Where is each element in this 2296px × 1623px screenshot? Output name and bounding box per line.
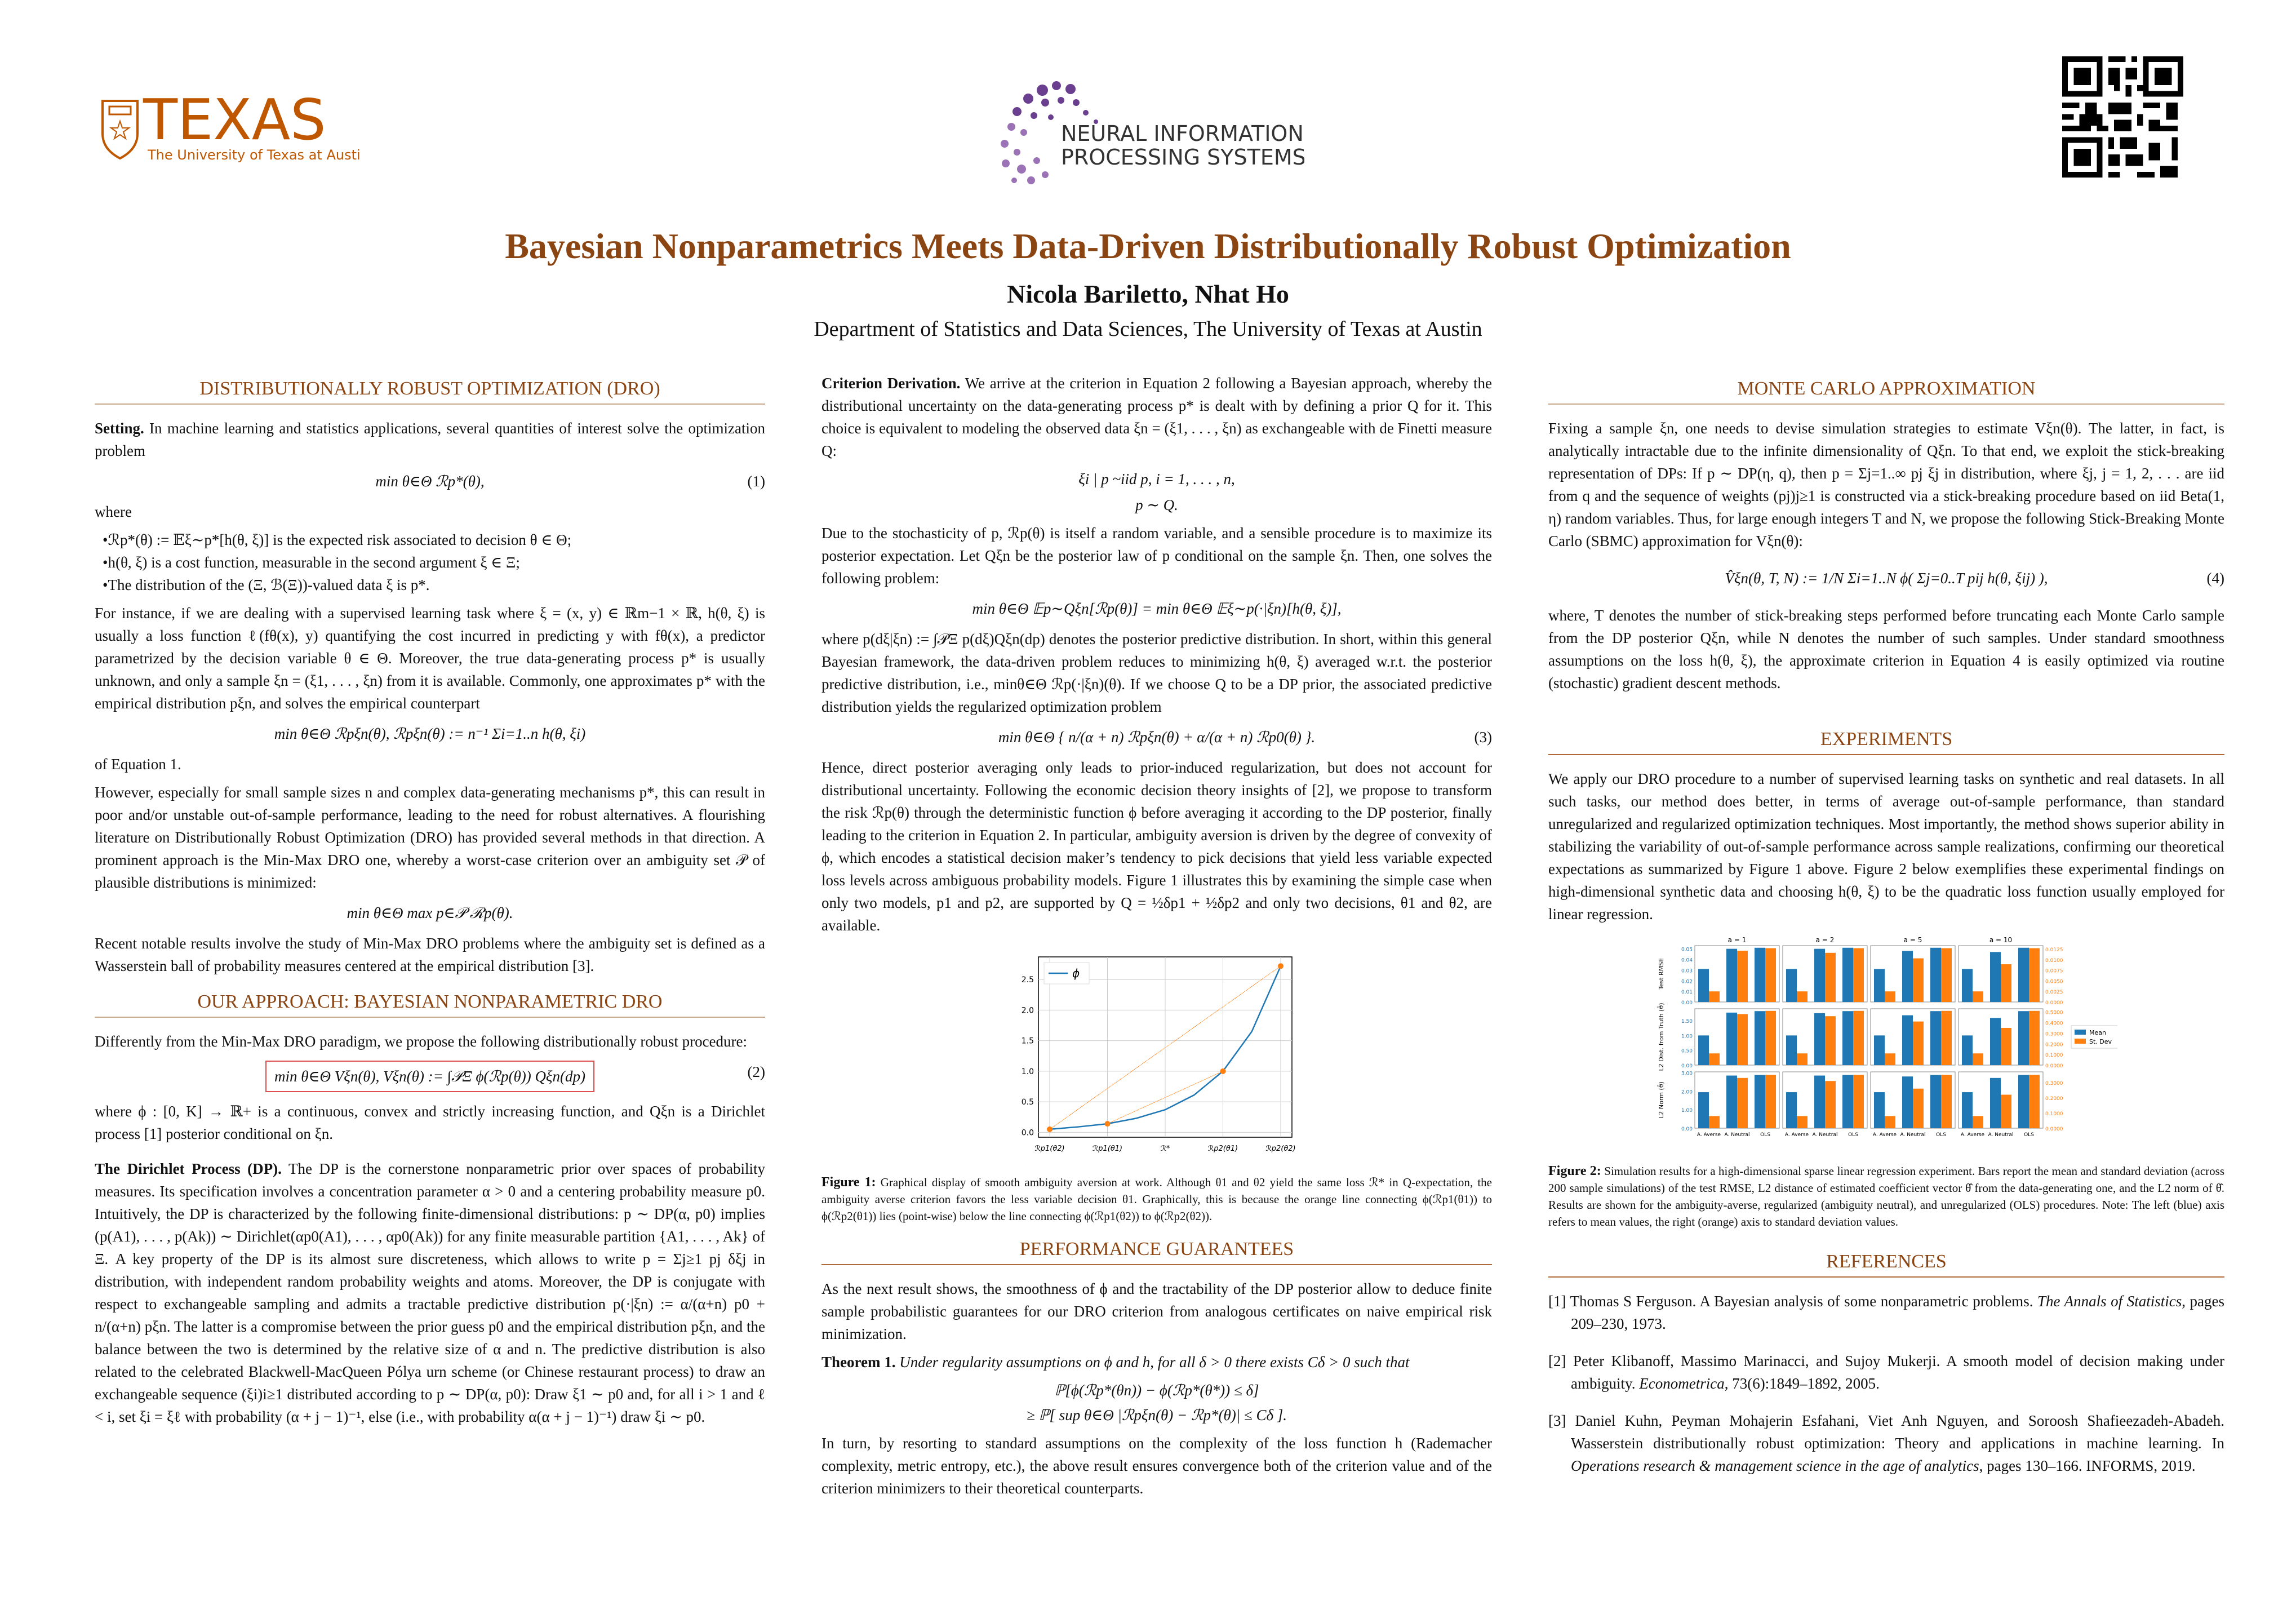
bar-mean bbox=[1726, 1076, 1737, 1128]
bar-sd bbox=[1765, 1075, 1776, 1128]
right-tick-label: 0.0050 bbox=[2045, 979, 2063, 985]
equation-2-number: (2) bbox=[747, 1063, 765, 1080]
definitions-list bbox=[103, 529, 765, 596]
figure-2-caption bbox=[1548, 1163, 2224, 1230]
bar-sd bbox=[1853, 1075, 1864, 1128]
bar-sd bbox=[2029, 1011, 2040, 1065]
bar-sd bbox=[2001, 1028, 2011, 1065]
bar-mean bbox=[1842, 948, 1853, 1002]
inturn-paragraph: In turn, by resorting to standard assumptions on the complexity of the loss function h (Rademacher complexity, metric entropy, etc.), the above result ensures convergence both of the criterion value and of the criterion minimizers to their theoretical counterparts. bbox=[821, 1435, 1492, 1497]
equation-3-body: min θ∈Θ { n/(α + n) ℛpξn(θ) + α/(α + n) ℛp0(θ) }. bbox=[998, 729, 1316, 746]
equation-4-body: V̂ξn(θ, T, N) := 1/N Σi=1..N ϕ( Σj=0..T pij h(θ, ξij) ), bbox=[1725, 570, 2048, 587]
bar-sd bbox=[1941, 948, 1952, 1002]
x-tick-label: OLS bbox=[2024, 1132, 2034, 1138]
bar-sd bbox=[1797, 991, 1808, 1002]
data-point bbox=[1220, 1068, 1226, 1074]
left-tick-label: 0.05 bbox=[1681, 947, 1693, 953]
bar-sd bbox=[1797, 1053, 1808, 1065]
equation-minmax: min θ∈Θ max p∈𝒫 ℛp(θ). bbox=[347, 904, 513, 921]
figure-2-label: Figure 2: bbox=[1548, 1164, 1601, 1178]
figure-2-caption-text: Simulation results for a high-dimensional sparse linear regression experiment. Bars report the mean and standard deviation (across 200 sample simulations) of the test RMSE, L2 distance of estimated coefficient vector θ̂ from the data-generating one, and the L2 norm of θ̂. Results are shown for the ambiguity-averse, regularized (ambiguity neutral), and unregularized (OLS) procedures. Note: The left (blue) axis refers to mean values, the right (orange) axis to standard deviation values. bbox=[1548, 1164, 2225, 1229]
dp-paragraph bbox=[95, 1158, 765, 1428]
bar-mean bbox=[1962, 1092, 1973, 1128]
performance-paragraph: As the next result shows, the smoothness of ϕ and the tractability of the DP posterior allow to deduce finite sample probabilistic guarantees for our DRO criterion from analogous certificates on naive empirical risk minimization. bbox=[821, 1280, 1492, 1342]
figure-1-svg bbox=[999, 946, 1314, 1165]
bar-sd bbox=[1973, 1053, 1983, 1065]
left-tick-label: 0.01 bbox=[1681, 990, 1693, 996]
however-paragraph: However, especially for small sample sizes n and complex data-generating mechanisms p*, this can result in poor and/or unstable out-of-sample performance, leading to the need for robust alternatives. A flourishing literature on Distributionally Robust Optimization (DRO) has provided several methods in that direction. A prominent approach is the Min-Max DRO one, whereby a worst-case criterion over an ambiguity set 𝒫 of plausible distributions is minimized: bbox=[95, 784, 765, 891]
bar-mean bbox=[1962, 969, 1973, 1002]
bar-mean bbox=[1874, 1092, 1885, 1128]
setting-paragraph bbox=[95, 417, 765, 462]
bar-sd bbox=[1941, 1011, 1952, 1065]
column-right bbox=[1548, 372, 2224, 1492]
hence-paragraph: Hence, direct posterior averaging only leads to prior-induced regularization, but does not account for distributional uncertainty. Following the economic decision theory insights of [2], we propose to transform the risk ℛp(θ) through the deterministic function ϕ before averaging it according to the DP posterior, finally leading to the criterion in Equation 2. In particular, ambiguity aversion is driven by the degree of convexity of ϕ, which encodes a statistical decision maker’s tendency to pick decisions that yield less variable expected loss levels across ambiguous probability models. Figure 1 illustrates this by examining the simple case when only two models, p1 and p2, are supported by Q = ½δp1 + ½δp2 and only two decisions, θ1 and θ2, are available. bbox=[821, 759, 1492, 934]
x-tick-label: A. Neutral bbox=[1900, 1132, 1926, 1138]
x-tick-label: A. Averse bbox=[1784, 1132, 1809, 1138]
legend-label-sd: St. Dev bbox=[2089, 1038, 2112, 1045]
bar-mean bbox=[1786, 1092, 1797, 1128]
right-tick-label: 0.0000 bbox=[2045, 1127, 2063, 1132]
logo-line2: PROCESSING SYSTEMS bbox=[1061, 145, 1304, 170]
right-tick-label: 0.1000 bbox=[2045, 1053, 2063, 1059]
poster-title: Bayesian Nonparametrics Meets Data-Driven Distributionally Robust Optimization bbox=[505, 226, 1791, 266]
criterion-text: We arrive at the criterion in Equation 2 following a Bayesian approach, whereby the distributional uncertainty on the data-generating process p* is dealt with by defining a prior Q for it. This choice is equivalent to modeling the observed data ξn = (ξ1, . . . , ξn) as exchangeable with de Finetti measure Q: bbox=[821, 375, 1493, 459]
y-tick-label: 1.5 bbox=[1021, 1036, 1034, 1046]
theorem-equation-2: ≥ ℙ[ sup θ∈Θ |ℛpξn(θ) − ℛp*(θ)| ≤ Cδ ]. bbox=[1026, 1407, 1287, 1424]
reference-venue: Econometrica bbox=[1639, 1375, 1725, 1392]
left-tick-label: 0.50 bbox=[1681, 1048, 1693, 1054]
reference-venue: The Annals of Statistics bbox=[2037, 1293, 2182, 1310]
bar-sd bbox=[1825, 953, 1836, 1002]
bar-mean bbox=[2018, 948, 2029, 1002]
bar-sd bbox=[1853, 1011, 1864, 1065]
bar-sd bbox=[1973, 1116, 1983, 1128]
reference-text: Peter Klibanoff, Massimo Marinacci, and Sujoy Mukerji. A smooth model of decision making under ambiguity. bbox=[1571, 1353, 2225, 1392]
bar-sd bbox=[2029, 948, 2040, 1002]
logo-wordmark: TEXAS bbox=[143, 93, 326, 153]
bar-sd bbox=[1913, 959, 1924, 1002]
equation-iid-1: ξi | p ~iid p, i = 1, . . . , n, bbox=[1078, 471, 1235, 487]
bar-mean bbox=[1902, 1016, 1913, 1065]
bar-mean bbox=[1698, 969, 1709, 1002]
bar-mean bbox=[1698, 1092, 1709, 1128]
bar-sd bbox=[1825, 1081, 1836, 1128]
figure-2-svg bbox=[1655, 933, 2117, 1153]
bar-sd bbox=[1709, 1053, 1720, 1065]
x-tick-label: ℛp2(θ2) bbox=[1265, 1145, 1296, 1153]
x-tick-label: OLS bbox=[1936, 1132, 1946, 1138]
row-axis-label: L2 Norm (θ̂) bbox=[1658, 1081, 1665, 1119]
bar-mean bbox=[1930, 1075, 1941, 1128]
row-axis-label: Test RMSE bbox=[1658, 957, 1665, 990]
bar-mean bbox=[1842, 1011, 1853, 1065]
bar-mean bbox=[1755, 948, 1765, 1002]
bar-mean bbox=[2018, 1075, 2029, 1128]
left-tick-label: 0.00 bbox=[1681, 1063, 1693, 1069]
equation-3-number: (3) bbox=[1474, 729, 1492, 746]
poster-affiliation: Department of Statistics and Data Sciences, The University of Texas at Austin bbox=[814, 317, 1482, 341]
bar-mean bbox=[1962, 1035, 1973, 1065]
bar-mean bbox=[1814, 1013, 1825, 1065]
right-tick-label: 0.0100 bbox=[2045, 957, 2063, 964]
x-tick-label: ℛp1(θ2) bbox=[1034, 1145, 1065, 1153]
bar-mean bbox=[1726, 1013, 1737, 1065]
instance-paragraph: For instance, if we are dealing with a supervised learning task where ξ = (x, y) ∈ ℝm−1 × ℝ, h(θ, ξ) is usually a loss function ℓ(fθ(x), y) quantifying the cost incurred in predicting y with fθ(x), a predictor parametrized by the decision variable θ ∈ Θ. Moreover, the true data-generating process p* is usually unknown, and only a sample ξn = (ξ1, . . . , ξn) from it is available. Commonly, one approximates p* with the empirical distribution pξn, and solves the empirical counterpart bbox=[95, 605, 765, 712]
data-point bbox=[1105, 1121, 1111, 1127]
left-tick-label: 0.04 bbox=[1681, 957, 1693, 964]
right-tick-label: 0.2000 bbox=[2045, 1096, 2063, 1102]
reference-item bbox=[1548, 1290, 2224, 1335]
bar-mean bbox=[1874, 1035, 1885, 1065]
data-point bbox=[1047, 1127, 1052, 1132]
row-axis-label: L2 Dist. from Truth (θ̂) bbox=[1658, 1003, 1665, 1071]
bar-mean bbox=[1930, 948, 1941, 1002]
logo-subtitle: The University of Texas at Austin bbox=[148, 147, 361, 163]
criterion-lead: Criterion Derivation. bbox=[821, 375, 961, 392]
bar-sd bbox=[1709, 1116, 1720, 1128]
right-tick-label: 0.0125 bbox=[2045, 947, 2063, 954]
section-heading-dro: DISTRIBUTIONALLY ROBUST OPTIMIZATION (DRO) bbox=[199, 378, 660, 399]
bar-sd bbox=[1797, 1116, 1808, 1128]
bar-mean bbox=[1814, 1076, 1825, 1128]
where-phi-paragraph: where ϕ : [0, K] → ℝ+ is a continuous, convex and strictly increasing function, and Qξn is a Dirichlet process [1] posterior conditional on ξn. bbox=[95, 1103, 765, 1142]
left-tick-label: 3.00 bbox=[1681, 1071, 1693, 1077]
approach-paragraph: Differently from the Min-Max DRO paradigm, we propose the following distributionally robust procedure: bbox=[95, 1033, 748, 1050]
references-list bbox=[1548, 1290, 2224, 1477]
left-tick-label: 1.00 bbox=[1681, 1034, 1693, 1040]
x-tick-label: A. Neutral bbox=[1812, 1132, 1838, 1138]
bar-sd bbox=[2029, 1075, 2040, 1128]
right-tick-label: 0.3000 bbox=[2045, 1031, 2063, 1037]
x-tick-label: ℛ* bbox=[1160, 1145, 1170, 1153]
section-heading-performance: PERFORMANCE GUARANTEES bbox=[1019, 1239, 1294, 1260]
bar-sd bbox=[1973, 991, 1983, 1002]
bar-sd bbox=[1941, 1075, 1952, 1128]
figure-1-chart bbox=[821, 946, 1492, 1172]
y-tick-label: 0.5 bbox=[1021, 1098, 1034, 1107]
of-equation-text: of Equation 1. bbox=[95, 756, 181, 773]
experiments-paragraph: We apply our DRO procedure to a number of supervised learning tasks on synthetic and real datasets. In all such tasks, our method does better, in terms of average out-of-sample performance, than standard unregularized and regularized optimization techniques. Most importantly, the method shows superior ability in stabilizing the variability of out-of-sample performance across sample realizations, confirming our theoretical expectations as summarized by Figure 1 above. Figure 2 below exemplifies these experimental findings on high-dimensional synthetic data and choosing h(θ, ξ) to be the quadratic loss function usually employed for linear regression. bbox=[1548, 770, 2224, 923]
right-tick-label: 0.1000 bbox=[2045, 1111, 2063, 1117]
bar-sd bbox=[1885, 991, 1895, 1002]
x-tick-label: OLS bbox=[1760, 1132, 1770, 1138]
equation-3 bbox=[821, 726, 1492, 748]
figure-1-caption bbox=[821, 1174, 1492, 1225]
equation-1-body: min θ∈Θ ℛp*(θ), bbox=[375, 473, 485, 490]
reference-number: [2] bbox=[1548, 1353, 1566, 1369]
list-item: • The distribution of the (Ξ, ℬ(Ξ))-valued data ξ is p*. bbox=[103, 574, 765, 596]
y-tick-label: 1.0 bbox=[1021, 1067, 1034, 1076]
poster-authors: Nicola Bariletto, Nhat Ho bbox=[1007, 280, 1289, 308]
equation-1-number: (1) bbox=[747, 473, 765, 490]
section-divider bbox=[821, 1264, 1492, 1265]
bar-sd bbox=[1709, 991, 1720, 1002]
legend-swatch-sd bbox=[2075, 1039, 2086, 1044]
right-tick-label: 0.4000 bbox=[2045, 1021, 2063, 1027]
right-tick-label: 0.0000 bbox=[2045, 1000, 2063, 1006]
reference-tail: , pages 209–230, 1973. bbox=[1571, 1293, 2225, 1332]
where-text: where bbox=[95, 503, 132, 520]
figure-1-label: Figure 1: bbox=[821, 1175, 876, 1190]
left-tick-label: 1.50 bbox=[1681, 1019, 1693, 1025]
theorem-paragraph bbox=[821, 1351, 1492, 1373]
legend-label: ϕ bbox=[1072, 966, 1080, 980]
reference-text: Thomas S Ferguson. A Bayesian analysis of some nonparametric problems. bbox=[1570, 1293, 2038, 1310]
setting-lead: Setting. bbox=[95, 420, 144, 437]
right-tick-label: 0.5000 bbox=[2045, 1010, 2063, 1016]
bar-mean bbox=[1842, 1075, 1853, 1128]
data-point bbox=[1278, 963, 1284, 969]
criterion-paragraph bbox=[821, 372, 1492, 462]
y-tick-label: 2.0 bbox=[1021, 1006, 1034, 1016]
setting-text: In machine learning and statistics applications, several quantities of interest solve the optimization problem bbox=[95, 420, 766, 459]
bar-mean bbox=[1930, 1011, 1941, 1065]
column-middle bbox=[821, 372, 1492, 1505]
section-divider bbox=[1548, 1276, 2224, 1278]
panel-title: a = 2 bbox=[1815, 936, 1835, 944]
x-tick-label: A. Averse bbox=[1960, 1132, 1985, 1138]
equation-empirical: min θ∈Θ ℛpξn(θ), ℛpξn(θ) := n⁻¹ Σi=1..n h(θ, ξi) bbox=[274, 725, 586, 742]
bar-sd bbox=[1825, 1016, 1836, 1065]
reference-tail: , 73(6):1849–1892, 2005. bbox=[1724, 1375, 1880, 1392]
bar-sd bbox=[1853, 948, 1864, 1002]
theorem-lead: Theorem 1. bbox=[821, 1354, 896, 1371]
equation-4 bbox=[1548, 567, 2224, 589]
right-tick-label: 0.0025 bbox=[2045, 990, 2063, 996]
ut-austin-logo bbox=[101, 93, 361, 169]
qr-code-icon[interactable] bbox=[2062, 56, 2183, 178]
x-tick-label: ℛp1(θ1) bbox=[1092, 1145, 1123, 1153]
section-divider bbox=[1548, 403, 2224, 405]
reference-venue: Operations research & management science in the age of analytics bbox=[1571, 1457, 1979, 1474]
monte-carlo-paragraph-2: where, T denotes the number of stick-breaking steps performed before truncating each Monte Carlo sample from the DP posterior Qξn, while N denotes the number of such samples. Under standard smoothness assumptions on the loss h(θ, ξ), the approximate criterion in Equation 4 is easily optimized via routine (stochastic) gradient descent methods. bbox=[1548, 607, 2224, 691]
x-tick-label: A. Averse bbox=[1872, 1132, 1897, 1138]
bar-mean bbox=[1990, 952, 2001, 1002]
reference-tail: , pages 130–166. INFORMS, 2019. bbox=[1979, 1457, 2196, 1474]
right-tick-label: 0.3000 bbox=[2045, 1080, 2063, 1087]
figure-1-caption-text: Graphical display of smooth ambiguity aversion at work. Although θ1 and θ2 yield the same loss ℛ* in Q-expectation, the ambiguity averse criterion favors the less variable decision θ1. Graphically, this is because the orange line connecting ϕ(ℛp1(θ1)) to ϕ(ℛp2(θ1)) lies (point-wise) below the line connecting ϕ(ℛp1(θ2)) to ϕ(ℛp2(θ2)). bbox=[821, 1176, 1492, 1223]
y-tick-label: 2.5 bbox=[1021, 975, 1034, 985]
legend-label-mean: Mean bbox=[2089, 1029, 2106, 1036]
equation-1 bbox=[95, 470, 765, 493]
left-tick-label: 1.00 bbox=[1681, 1108, 1693, 1114]
predictive-paragraph: where p(dξ|ξn) := ∫𝒫Ξ p(dξ)Qξn(dp) denotes the posterior predictive distribution. In short, within this general Bayesian framework, the data-driven problem reduces to minimizing h(θ, ξ) averaged w.r.t. the posterior predictive distribution, i.e., minθ∈Θ ℛp(·|ξn)(θ). If we choose Q to be a DP prior, the associated predictive distribution yields the regularized optimization problem bbox=[821, 631, 1492, 715]
x-tick-label: A. Neutral bbox=[1724, 1132, 1750, 1138]
panel-title: a = 10 bbox=[1989, 936, 2013, 944]
left-tick-label: 2.00 bbox=[1681, 1089, 1693, 1096]
reference-item bbox=[1548, 1350, 2224, 1395]
bar-mean bbox=[1902, 1076, 1913, 1128]
bar-mean bbox=[1698, 1035, 1709, 1065]
equation-2 bbox=[95, 1061, 765, 1092]
bar-mean bbox=[1990, 1018, 2001, 1065]
bar-mean bbox=[2018, 1011, 2029, 1065]
reference-number: [3] bbox=[1548, 1412, 1566, 1429]
right-tick-label: 0.2000 bbox=[2045, 1042, 2063, 1048]
reference-item bbox=[1548, 1409, 2224, 1477]
left-tick-label: 0.00 bbox=[1681, 1000, 1693, 1006]
dp-text: The DP is the cornerstone nonparametric prior over spaces of probability measures. Its specification involves a concentration parameter α > 0 and a centering probability measure p0. Intuitively, the DP is characterized by the following finite-dimensional distributions: p ∼ DP(α, p0) implies (p(A1), . . . , p(Ak)) ∼ Dirichlet(αp0(A1), . . . , αp0(Ak)) for any finite measurable partition {A1, . . . , Ak} of Ξ. A key property of the DP is its almost sure discreteness, which allows to write p = Σj≥1 pj δξj in distribution, with independent random probability weights and atoms. Moreover, the DP is conjugate with respect to exchangeable sampling and admits a tractable predictive distribution p(·|ξn) := α/(α+n) p0 + n/(α+n) pξn. The latter is a compromise between the prior guess p0 and the empirical distribution pξn, and the balance between the two is determined by the relative size of α and n. The predictive distribution is also related to the celebrated Blackwell-MacQueen Pólya urn scheme (or Chinese restaurant process) to draw an exchangeable sequence (ξi)i≥1 distributed according to p ∼ DP(α, p0): Draw ξ1 ∼ p0 and, for all i > 1 and ℓ < i, set ξi = ξℓ with probability (α + j − 1)⁻¹, else (i.e., with probability α(α + j − 1)⁻¹) draw ξi ∼ p0. bbox=[95, 1160, 766, 1425]
bar-sd bbox=[1765, 1011, 1776, 1065]
bar-sd bbox=[1885, 1053, 1895, 1065]
panel-title: a = 5 bbox=[1903, 936, 1922, 944]
bar-sd bbox=[1913, 1022, 1924, 1065]
theorem-text: Under regularity assumptions on ϕ and h, for all δ > 0 there exists Cδ > 0 such that bbox=[899, 1354, 1410, 1371]
list-item: • ℛp*(θ) := 𝔼ξ∼p*[h(θ, ξ)] is the expected risk associated to decision θ ∈ Θ; bbox=[103, 529, 765, 551]
y-tick-label: 0.0 bbox=[1021, 1128, 1034, 1138]
reference-text: Daniel Kuhn, Peyman Mohajerin Esfahani, Viet Anh Nguyen, and Soroosh Shafieezadeh-Abadeh. Wasserstein distributionally robust optimization: Theory and applications in machine learning. In bbox=[1571, 1412, 2225, 1452]
equation-iid-2: p ∼ Q. bbox=[1135, 496, 1178, 513]
monte-carlo-paragraph: Fixing a sample ξn, one needs to devise simulation strategies to estimate Vξn(θ). The latter, in fact, is analytically intractable due to the infinite dimensionality of Qξn. To that end, we exploit the stick-breaking representation of DPs: If p ∼ DP(η, q), then p = Σj=1..∞ pj ξj in distribution, where ξj, j = 1, 2, . . . are iid from q and the sequence of weights (pj)j≥1 is constructed via a stick-breaking procedure based on iid Beta(1, η) random variables. Thus, for large enough integers T and N, we propose the following Stick-Breaking Monte Carlo (SBMC) approximation for Vξn(θ): bbox=[1548, 420, 2224, 549]
bar-sd bbox=[1765, 948, 1776, 1002]
reference-number: [1] bbox=[1548, 1293, 1566, 1310]
section-divider bbox=[95, 1017, 765, 1018]
x-tick-label: A. Neutral bbox=[1988, 1132, 2014, 1138]
equation-4-number: (4) bbox=[2206, 570, 2224, 587]
x-tick-label: OLS bbox=[1848, 1132, 1858, 1138]
x-tick-label: ℛp2(θ1) bbox=[1207, 1145, 1238, 1153]
section-heading-experiments: EXPERIMENTS bbox=[1820, 729, 1953, 750]
bar-mean bbox=[1874, 969, 1885, 1002]
section-divider bbox=[1548, 754, 2224, 755]
right-tick-label: 0.0075 bbox=[2045, 968, 2063, 974]
dp-lead: The Dirichlet Process (DP). bbox=[95, 1160, 282, 1177]
panel-title: a = 1 bbox=[1727, 936, 1747, 944]
left-tick-label: 0.02 bbox=[1681, 979, 1693, 985]
stochasticity-paragraph: Due to the stochasticity of p, ℛp(θ) is itself a random variable, and a sensible procedure is to maximize its posterior expectation. Let Qξn be the posterior law of p conditional on the sample ξn. Then, one solves the following problem: bbox=[821, 525, 1492, 587]
figure-2-chart bbox=[1548, 933, 2224, 1159]
bar-mean bbox=[1786, 969, 1797, 1002]
bar-mean bbox=[1786, 1035, 1797, 1065]
bar-sd bbox=[1737, 1078, 1748, 1128]
section-heading-references: REFERENCES bbox=[1826, 1251, 1947, 1272]
section-heading-monte-carlo: MONTE CARLO APPROXIMATION bbox=[1737, 378, 2036, 399]
equation-posterior: min θ∈Θ 𝔼p∼Qξn[ℛp(θ)] = min θ∈Θ 𝔼ξ∼p(·|ξn)[h(θ, ξ)], bbox=[972, 600, 1342, 617]
bar-mean bbox=[1814, 949, 1825, 1002]
left-tick-label: 0.00 bbox=[1681, 1127, 1693, 1132]
bar-sd bbox=[1913, 1089, 1924, 1128]
bar-mean bbox=[1755, 1011, 1765, 1065]
x-tick-label: A. Averse bbox=[1697, 1132, 1721, 1138]
bar-mean bbox=[1990, 1078, 2001, 1128]
bar-mean bbox=[1726, 949, 1737, 1002]
legend-swatch-mean bbox=[2075, 1030, 2086, 1035]
column-left bbox=[95, 372, 765, 1434]
left-tick-label: 0.03 bbox=[1681, 968, 1693, 974]
logo-line1: NEURAL INFORMATION bbox=[1061, 121, 1304, 146]
bar-sd bbox=[1885, 1116, 1895, 1128]
bar-sd bbox=[1737, 1014, 1748, 1065]
bar-mean bbox=[1755, 1075, 1765, 1128]
right-tick-label: 0.0000 bbox=[2045, 1063, 2063, 1069]
theorem-equation-1: ℙ[ϕ(ℛp*(θn)) − ϕ(ℛp*(θ*)) ≤ δ] bbox=[1054, 1382, 1259, 1399]
bar-sd bbox=[1737, 951, 1748, 1002]
neurips-logo bbox=[989, 68, 1304, 194]
list-item: • h(θ, ξ) is a cost function, measurable in the second argument ξ ∈ Ξ; bbox=[103, 551, 765, 574]
section-heading-approach: OUR APPROACH: BAYESIAN NONPARAMETRIC DRO bbox=[197, 991, 663, 1012]
section-divider bbox=[95, 403, 765, 405]
bar-sd bbox=[2001, 1095, 2011, 1128]
bar-sd bbox=[2001, 964, 2011, 1002]
recent-paragraph: Recent notable results involve the study of Min-Max DRO problems where the ambiguity set is defined as a Wasserstein ball of probability measures centered at the empirical distribution [3]. bbox=[95, 935, 765, 974]
bar-mean bbox=[1902, 951, 1913, 1002]
equation-2-box: min θ∈Θ Vξn(θ), Vξn(θ) := ∫𝒫Ξ ϕ(ℛp(θ)) Qξn(dp) bbox=[265, 1061, 594, 1092]
